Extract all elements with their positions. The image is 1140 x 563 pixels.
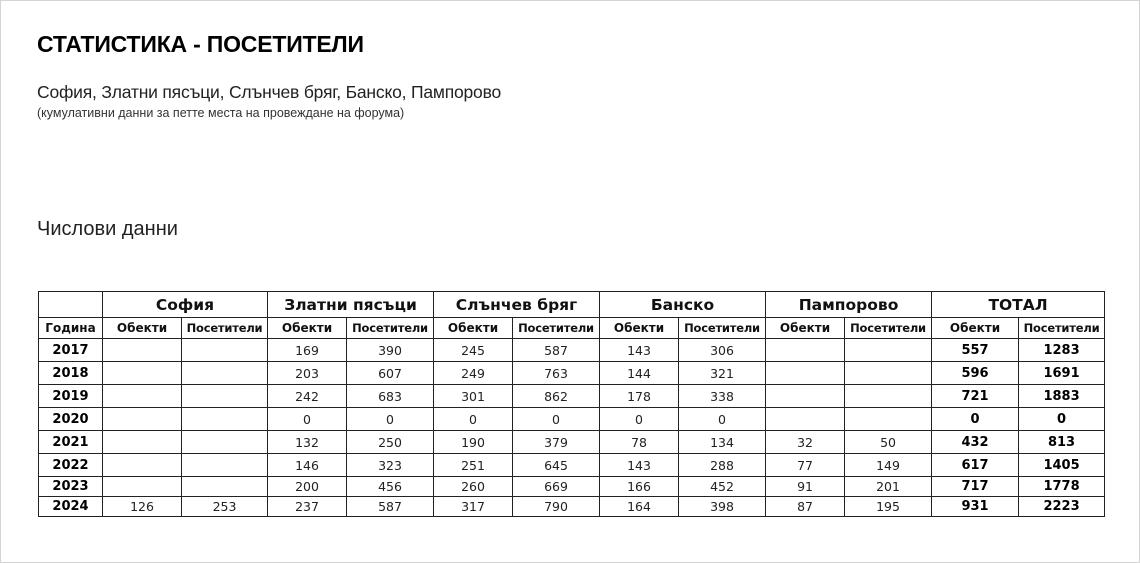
total-cell: 931: [932, 497, 1019, 517]
value-cell: 0: [347, 408, 434, 431]
value-cell: [182, 454, 268, 477]
value-cell: 237: [268, 497, 347, 517]
value-cell: 78: [600, 431, 679, 454]
year-cell: 2020: [39, 408, 103, 431]
value-cell: 607: [347, 362, 434, 385]
total-cell: 1405: [1019, 454, 1105, 477]
value-cell: 190: [434, 431, 513, 454]
value-cell: 587: [347, 497, 434, 517]
value-cell: 249: [434, 362, 513, 385]
objects-column-header: Обекти: [268, 318, 347, 339]
group-header-bansko: Банско: [600, 292, 766, 318]
value-cell: 790: [513, 497, 600, 517]
value-cell: 132: [268, 431, 347, 454]
total-cell: 813: [1019, 431, 1105, 454]
year-cell: 2017: [39, 339, 103, 362]
value-cell: 245: [434, 339, 513, 362]
value-cell: [766, 362, 845, 385]
value-cell: [182, 477, 268, 497]
year-cell: 2021: [39, 431, 103, 454]
total-cell: 0: [932, 408, 1019, 431]
value-cell: 251: [434, 454, 513, 477]
value-cell: 338: [679, 385, 766, 408]
value-cell: 669: [513, 477, 600, 497]
value-cell: 763: [513, 362, 600, 385]
table-row: [39, 385, 1105, 408]
table-row: [39, 454, 1105, 477]
total-cell: 721: [932, 385, 1019, 408]
value-cell: 260: [434, 477, 513, 497]
visitors-column-header: Посетители: [845, 318, 932, 339]
value-cell: 203: [268, 362, 347, 385]
value-cell: 321: [679, 362, 766, 385]
value-cell: 398: [679, 497, 766, 517]
table-row: [39, 362, 1105, 385]
value-cell: 253: [182, 497, 268, 517]
value-cell: 306: [679, 339, 766, 362]
total-cell: 0: [1019, 408, 1105, 431]
value-cell: 77: [766, 454, 845, 477]
year-cell: 2019: [39, 385, 103, 408]
value-cell: [182, 339, 268, 362]
statistics-table: [38, 291, 1105, 517]
value-cell: 323: [347, 454, 434, 477]
value-cell: 0: [513, 408, 600, 431]
value-cell: [103, 408, 182, 431]
value-cell: 379: [513, 431, 600, 454]
value-cell: 242: [268, 385, 347, 408]
value-cell: [845, 339, 932, 362]
group-header-sofia: София: [103, 292, 268, 318]
value-cell: 195: [845, 497, 932, 517]
year-cell: 2023: [39, 477, 103, 497]
value-cell: 288: [679, 454, 766, 477]
objects-column-header: Обекти: [103, 318, 182, 339]
value-cell: [766, 408, 845, 431]
objects-column-header: Обекти: [600, 318, 679, 339]
visitors-column-header: Посетители: [347, 318, 434, 339]
value-cell: [103, 385, 182, 408]
objects-column-header: Обекти: [434, 318, 513, 339]
year-cell: 2018: [39, 362, 103, 385]
value-cell: 0: [600, 408, 679, 431]
year-cell: 2022: [39, 454, 103, 477]
total-cell: 717: [932, 477, 1019, 497]
value-cell: 164: [600, 497, 679, 517]
value-cell: [845, 362, 932, 385]
value-cell: 126: [103, 497, 182, 517]
total-cell: 557: [932, 339, 1019, 362]
value-cell: 301: [434, 385, 513, 408]
value-cell: [845, 385, 932, 408]
total-cell: 1283: [1019, 339, 1105, 362]
value-cell: 683: [347, 385, 434, 408]
table-row: [39, 431, 1105, 454]
table-row: [39, 477, 1105, 497]
value-cell: 0: [268, 408, 347, 431]
value-cell: 166: [600, 477, 679, 497]
total-cell: 1778: [1019, 477, 1105, 497]
value-cell: 0: [434, 408, 513, 431]
group-header-slanchev-bryag: Слънчев бряг: [434, 292, 600, 318]
value-cell: 32: [766, 431, 845, 454]
subheader-row: [39, 318, 1105, 339]
value-cell: [766, 385, 845, 408]
value-cell: [182, 385, 268, 408]
total-cell: 2223: [1019, 497, 1105, 517]
table-row: [39, 408, 1105, 431]
visitors-column-header: Посетители: [182, 318, 268, 339]
value-cell: 143: [600, 454, 679, 477]
value-cell: 200: [268, 477, 347, 497]
value-cell: 149: [845, 454, 932, 477]
value-cell: 862: [513, 385, 600, 408]
objects-column-header: Обекти: [766, 318, 845, 339]
total-cell: 432: [932, 431, 1019, 454]
value-cell: 201: [845, 477, 932, 497]
value-cell: [103, 477, 182, 497]
value-cell: 178: [600, 385, 679, 408]
value-cell: 143: [600, 339, 679, 362]
table-row: [39, 339, 1105, 362]
value-cell: [182, 362, 268, 385]
visitors-column-header: Посетители: [679, 318, 766, 339]
value-cell: 390: [347, 339, 434, 362]
cumulative-note: (кумулативни данни за петте места на провеждане на форума): [37, 106, 405, 120]
value-cell: [766, 339, 845, 362]
corner-cell: [39, 292, 103, 318]
total-cell: 1691: [1019, 362, 1105, 385]
section-heading: Числови данни: [37, 218, 178, 240]
value-cell: 645: [513, 454, 600, 477]
total-cell: 596: [932, 362, 1019, 385]
visitors-column-header: Посетители: [1019, 318, 1105, 339]
value-cell: 91: [766, 477, 845, 497]
total-cell: 617: [932, 454, 1019, 477]
value-cell: 0: [679, 408, 766, 431]
group-header-zlatni-pyasatsi: Златни пясъци: [268, 292, 434, 318]
objects-column-header: Обекти: [932, 318, 1019, 339]
value-cell: 169: [268, 339, 347, 362]
value-cell: 146: [268, 454, 347, 477]
total-cell: 1883: [1019, 385, 1105, 408]
value-cell: 134: [679, 431, 766, 454]
value-cell: [182, 408, 268, 431]
table-body: [39, 339, 1105, 517]
year-column-header: Година: [39, 318, 103, 339]
value-cell: [182, 431, 268, 454]
year-cell: 2024: [39, 497, 103, 517]
value-cell: [103, 454, 182, 477]
value-cell: 87: [766, 497, 845, 517]
value-cell: [103, 431, 182, 454]
value-cell: [103, 362, 182, 385]
value-cell: 50: [845, 431, 932, 454]
group-header-pamporovo: Пампорово: [766, 292, 932, 318]
group-header-row: [39, 292, 1105, 318]
value-cell: 144: [600, 362, 679, 385]
value-cell: 452: [679, 477, 766, 497]
value-cell: [103, 339, 182, 362]
value-cell: 250: [347, 431, 434, 454]
visitors-column-header: Посетители: [513, 318, 600, 339]
value-cell: 587: [513, 339, 600, 362]
locations-subtitle: София, Златни пясъци, Слънчев бряг, Банско, Пампорово: [37, 82, 502, 102]
group-header-total: ТОТАЛ: [932, 292, 1105, 318]
value-cell: 456: [347, 477, 434, 497]
page-title: СТАТИСТИКА - ПОСЕТИТЕЛИ: [37, 31, 364, 57]
value-cell: 317: [434, 497, 513, 517]
value-cell: [845, 408, 932, 431]
table-row: [39, 497, 1105, 517]
